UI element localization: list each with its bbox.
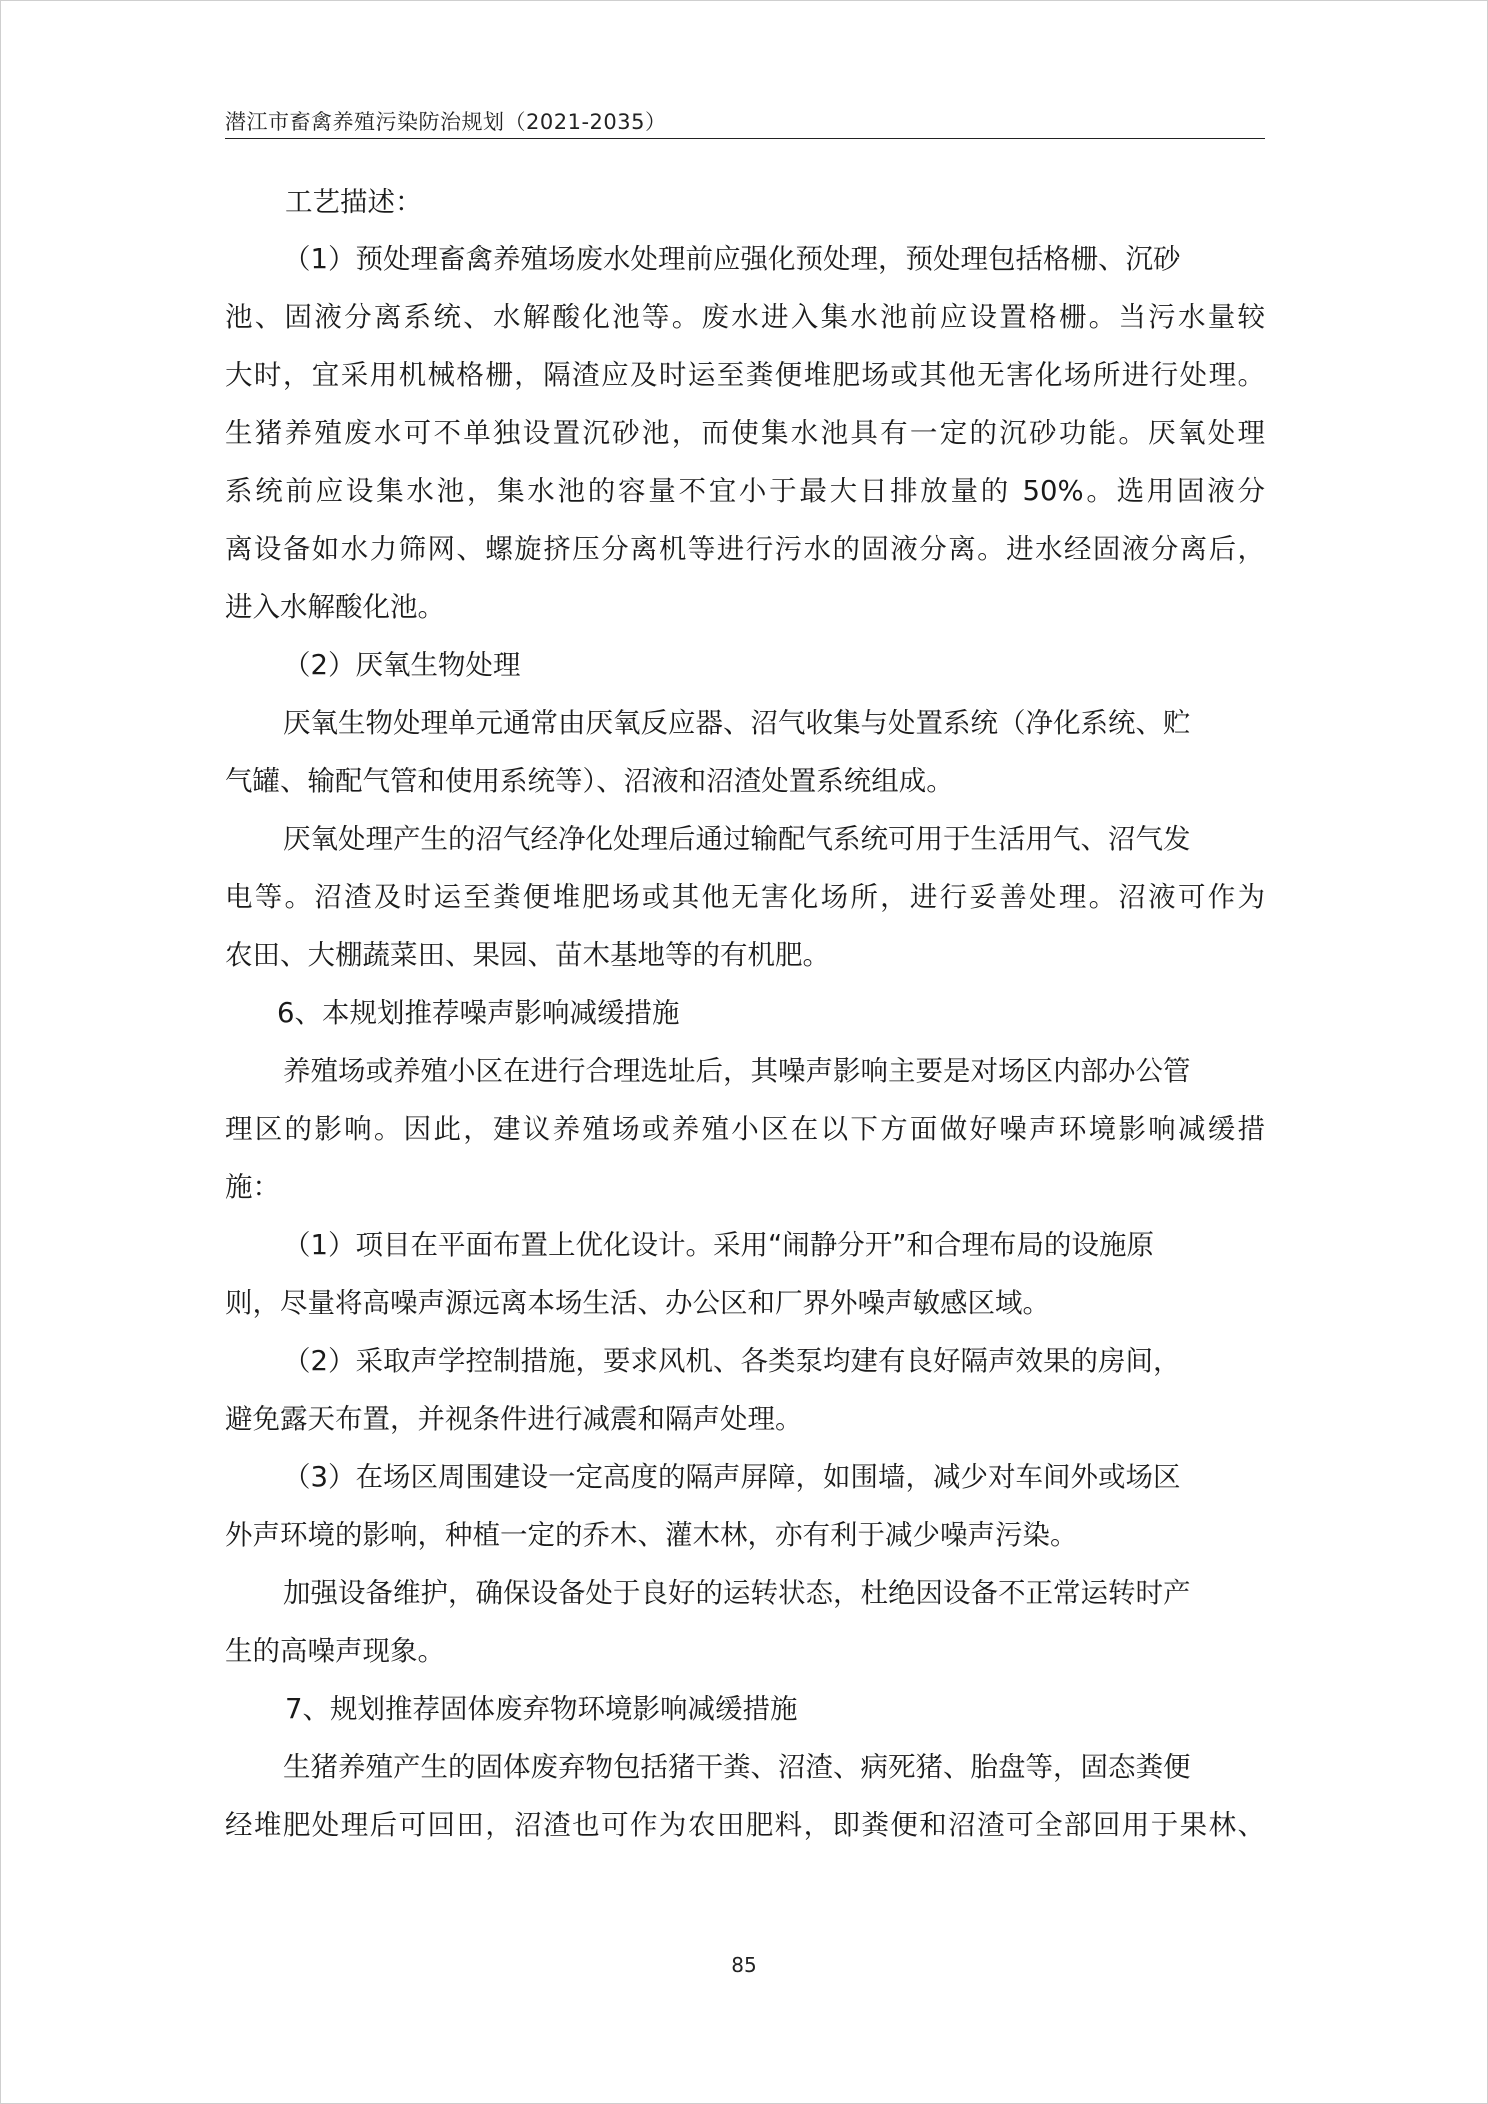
page-number: 85 [731,1953,757,1977]
paragraph-line: 池、固液分离系统、水解酸化池等。废水进入集水池前应设置格栅。当污水量较 [225,301,1265,333]
paragraph-line: 农田、大棚蔬菜田、果园、苗木基地等的有机肥。 [225,939,830,971]
document-title: 潜江市畜禽养殖污染防治规划（2021-2035） [225,110,667,134]
paragraph-line: 厌氧生物处理单元通常由厌氧反应器、沼气收集与处置系统（净化系统、贮 [283,707,1191,739]
section-heading: （2）厌氧生物处理 [283,649,521,681]
paragraph-line: 系统前应设集水池，集水池的容量不宜小于最大日排放量的 50%。选用固液分 [225,475,1265,507]
paragraph-line: （2）采取声学控制措施，要求风机、各类泵均建有良好隔声效果的房间， [283,1345,1181,1377]
page-header [225,100,1265,139]
paragraph-line: （3）在场区周围建设一定高度的隔声屏障，如围墙，减少对车间外或场区 [283,1461,1181,1493]
paragraph-line: 进入水解酸化池。 [225,591,445,623]
paragraph-line: 气罐、输配气管和使用系统等）、沼液和沼渣处置系统组成。 [225,765,954,797]
paragraph-line: 电等。沼渣及时运至粪便堆肥场或其他无害化场所，进行妥善处理。沼液可作为 [225,881,1265,913]
paragraph-line: 加强设备维护，确保设备处于良好的运转状态，杜绝因设备不正常运转时产 [283,1577,1191,1609]
section-heading: 7、规划推荐固体废弃物环境影响减缓措施 [285,1693,798,1725]
paragraph-line: 生的高噪声现象。 [225,1635,445,1667]
paragraph-line: 避免露天布置，并视条件进行减震和隔声处理。 [225,1403,803,1435]
paragraph-line: 厌氧处理产生的沼气经净化处理后通过输配气系统可用于生活用气、沼气发 [283,823,1191,855]
section-heading: 6、本规划推荐噪声影响减缓措施 [277,997,680,1029]
paragraph-line: 工艺描述： [285,186,423,218]
paragraph-line: 经堆肥处理后可回田，沼渣也可作为农田肥料，即粪便和沼渣可全部回用于果林、 [225,1809,1265,1841]
paragraph-line: 生猪养殖产生的固体废弃物包括猪干粪、沼渣、病死猪、胎盘等，固态粪便 [283,1751,1191,1783]
paragraph-line: 则，尽量将高噪声源远离本场生活、办公区和厂界外噪声敏感区域。 [225,1287,1050,1319]
paragraph-line: 大时，宜采用机械格栅，隔渣应及时运至粪便堆肥场或其他无害化场所进行处理。 [225,359,1265,391]
paragraph-line: （1）预处理畜禽养殖场废水处理前应强化预处理，预处理包括格栅、沉砂 [283,243,1181,275]
paragraph-line: 施： [225,1171,280,1203]
paragraph-line: 生猪养殖废水可不单独设置沉砂池，而使集水池具有一定的沉砂功能。厌氧处理 [225,417,1265,449]
paragraph-line: （1）项目在平面布置上优化设计。采用“闹静分开”和合理布局的设施原 [283,1229,1154,1261]
paragraph-line: 离设备如水力筛网、螺旋挤压分离机等进行污水的固液分离。进水经固液分离后， [225,533,1265,565]
paragraph-line: 外声环境的影响，种植一定的乔木、灌木林，亦有利于减少噪声污染。 [225,1519,1078,1551]
paragraph-line: 理区的影响。因此，建议养殖场或养殖小区在以下方面做好噪声环境影响减缓措 [225,1113,1265,1145]
paragraph-line: 养殖场或养殖小区在进行合理选址后，其噪声影响主要是对场区内部办公管 [283,1055,1191,1087]
